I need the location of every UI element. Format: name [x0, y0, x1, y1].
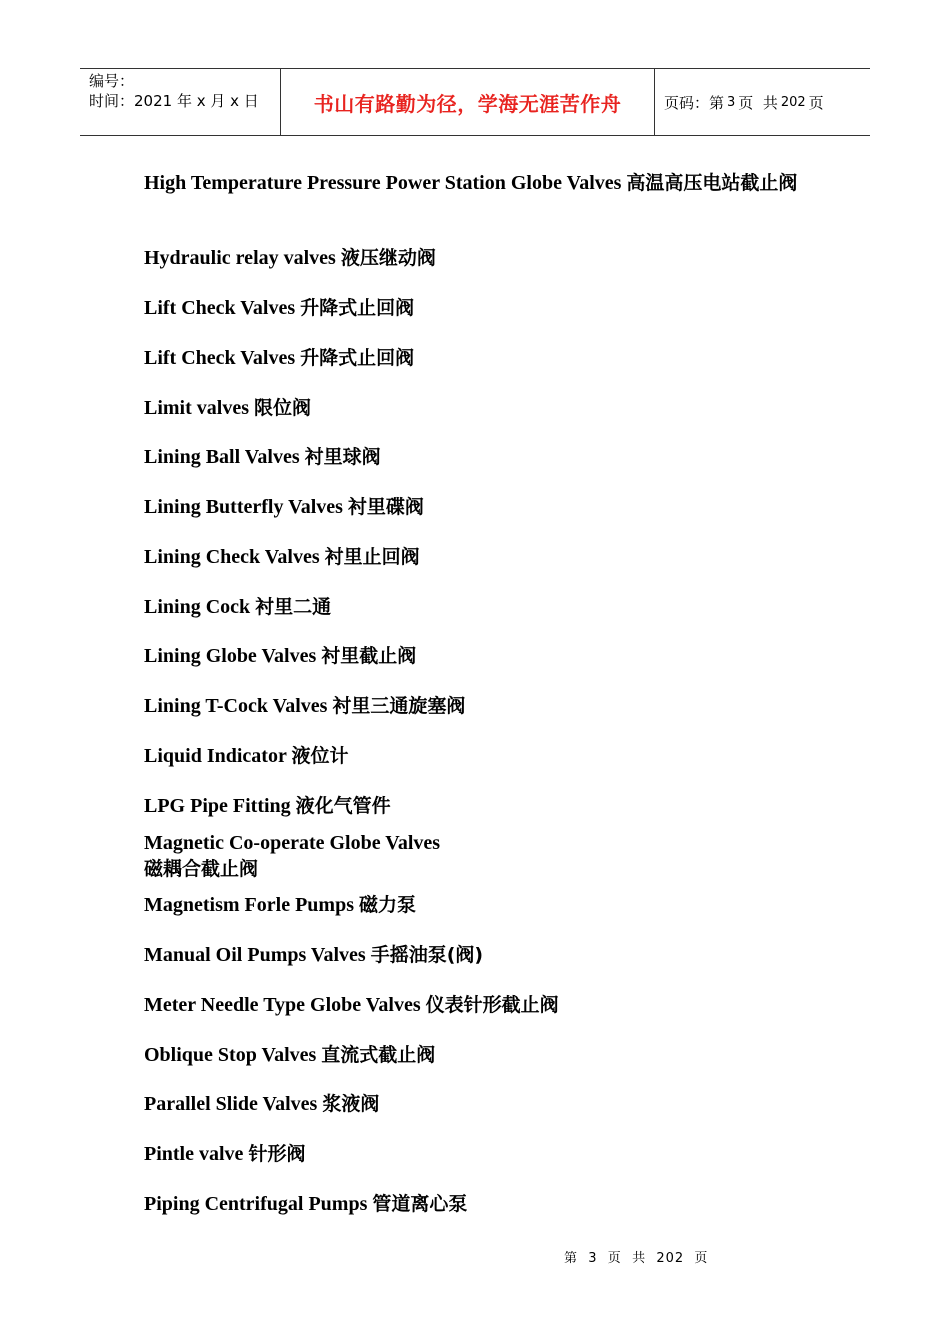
glossary-entry: [144, 1042, 824, 1068]
entry-english: Lining Check Valves: [144, 546, 320, 568]
entry-english: Lift Check Valves: [144, 347, 296, 369]
page-prefix: 页码：第: [664, 93, 725, 112]
page-suffix: 页: [808, 93, 824, 112]
entry-chinese: 磁力泵: [358, 894, 416, 916]
entry-english: Lining Cock: [144, 596, 251, 618]
entry-english: Lift Check Valves: [144, 297, 296, 319]
entry-english: Hydraulic relay valves: [144, 247, 336, 269]
entry-english: Pintle valve: [144, 1143, 244, 1165]
glossary-entry: [144, 942, 824, 968]
entry-chinese: 直流式截止阀: [321, 1044, 436, 1066]
page-number: 3: [727, 94, 736, 110]
glossary-entry: [144, 992, 824, 1018]
entry-english: Lining Ball Valves: [144, 446, 300, 468]
time-label: 时间：2021 年 x 月 x 日: [89, 92, 259, 110]
entry-english: Parallel Slide Valves: [144, 1093, 318, 1115]
page-header: [80, 68, 870, 136]
glossary-entry: [144, 743, 824, 769]
entry-english: Piping Centrifugal Pumps: [144, 1193, 368, 1215]
entry-english: LPG Pipe Fitting: [144, 795, 291, 817]
entry-chinese: 衬里碟阀: [347, 496, 424, 518]
entry-chinese: 衬里止回阀: [324, 546, 420, 568]
glossary-entry: [144, 1191, 824, 1217]
entry-english: Liquid Indicator: [144, 745, 287, 767]
entry-english: Meter Needle Type Globe Valves: [144, 994, 421, 1016]
entry-chinese: 衬里截止阀: [321, 645, 417, 667]
glossary-entry: [144, 295, 824, 321]
glossary-entry: [144, 1091, 824, 1117]
entry-english: Limit valves: [144, 397, 249, 419]
entry-english: Magnetic Co-operate Globe Valves: [144, 832, 441, 854]
glossary-entry: [144, 395, 824, 421]
entry-english: Magnetism Forle Pumps: [144, 894, 354, 916]
entry-chinese: 衬里球阀: [304, 446, 381, 468]
header-meta: [80, 69, 281, 135]
entry-english: Lining Globe Valves: [144, 645, 317, 667]
entry-chinese: 液位计: [291, 745, 349, 767]
entry-chinese: 衬里三通旋塞阀: [332, 695, 466, 717]
entry-english: Manual Oil Pumps Valves: [144, 944, 366, 966]
entry-chinese: 管道离心泵: [372, 1193, 468, 1215]
entry-chinese: 升降式止回阀: [300, 297, 415, 319]
header-motto: 书山有路勤为径，学海无涯苦作舟: [281, 69, 655, 135]
entry-english: Lining T-Cock Valves: [144, 695, 328, 717]
glossary-entry: [144, 494, 824, 520]
entry-chinese: 高温高压电站截止阀: [626, 172, 798, 194]
glossary-entry: [144, 165, 809, 202]
header-page-info: [655, 69, 870, 135]
entry-english: Oblique Stop Valves: [144, 1044, 317, 1066]
entry-chinese: 磁耦合截止阀: [144, 858, 259, 880]
entry-chinese: 手摇油泵(阀): [370, 944, 484, 966]
entry-chinese: 衬里二通: [255, 596, 332, 618]
entry-chinese: 限位阀: [254, 397, 312, 419]
glossary-entry: [144, 830, 824, 882]
glossary-entry: [144, 643, 824, 669]
entry-english: High Temperature Pressure Power Station Globe Valves: [144, 172, 622, 194]
number-label: 编号：: [89, 72, 135, 90]
glossary-entry: [144, 892, 824, 918]
entry-chinese: 针形阀: [248, 1143, 306, 1165]
glossary-entry: [144, 544, 824, 570]
page-total: 202: [780, 94, 806, 110]
page-mid: 页 共: [738, 93, 778, 112]
entry-chinese: 液压继动阀: [340, 247, 436, 269]
glossary-entry: [144, 245, 824, 271]
entry-chinese: 浆液阀: [322, 1093, 380, 1115]
entry-chinese: 液化气管件: [295, 795, 391, 817]
glossary-entry: [144, 693, 824, 719]
entry-chinese: 仪表针形截止阀: [425, 994, 559, 1016]
glossary-entry: [144, 1141, 824, 1167]
entry-chinese: 升降式止回阀: [300, 347, 415, 369]
page-footer: 第 3 页 共 202 页: [564, 1251, 709, 1266]
glossary-entry: [144, 594, 824, 620]
glossary-entry: [144, 345, 824, 371]
glossary-entry: [144, 444, 824, 470]
entry-english: Lining Butterfly Valves: [144, 496, 343, 518]
glossary-entry: [144, 793, 824, 819]
